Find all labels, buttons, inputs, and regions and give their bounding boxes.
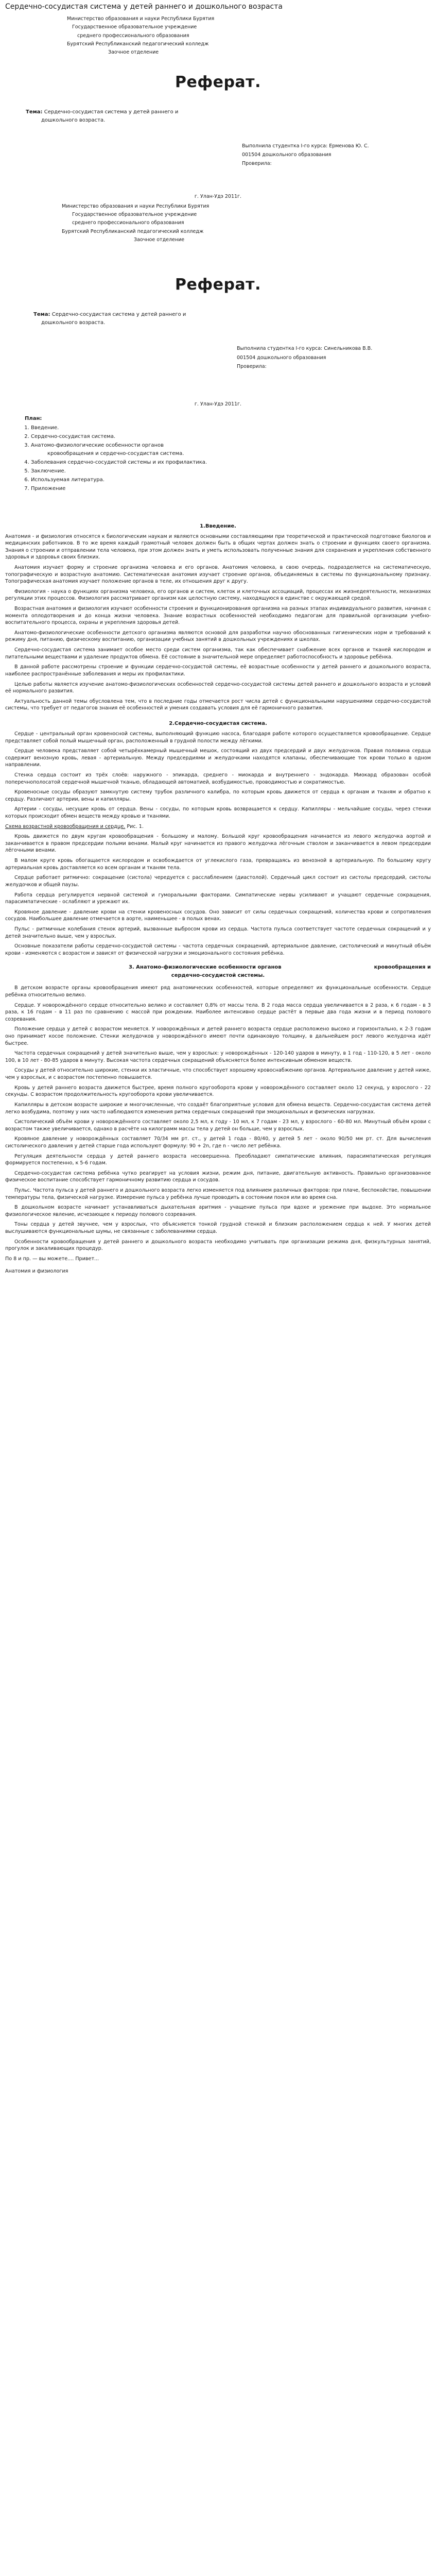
paragraph: Возрастная анатомия и физиология изучают особенности строения и функционирования организма на разных этапах индивидуального развития, начиная с момента оплодотворения и до конца жизни человека. Знание возрастных особенностей необходимо педагогам для правильной организации учебно-воспитательного процесса, охраны и укрепления здоровья детей.: [5, 606, 431, 626]
ministry-block: [5, 15, 431, 56]
paragraph: Сердце работает ритмично: сокращение (систола) чередуется с расслаблением (диастолой). Сердечный цикл состоит из систолы предсердий, систолы желудочков и общей паузы.: [5, 875, 431, 888]
paragraph: Анатомия - и физиология относятся к биологическим наукам и являются основными составляющими при теоретической и практической подготовке биологов и медицинских работников. В то же время каждый грамотный человек должен быть в общих чертах должен знать о строении и функциях своего организма. Знания о строении и отправлении тела человека, при этом должен знать и уметь использовать полученные знания для сохранения и укрепления собственного здоровья и здоровья своих близких.: [5, 533, 431, 561]
page-title: Сердечно-сосудистая система у детей раннего и дошкольного возраста: [5, 3, 283, 11]
paragraph: В дошкольном возрасте начинает устанавливаться дыхательная аритмия - учащение пульса при вдохе и урежение при выдохе. Это нормальное физиологическое явление, исчезающее к периоду полового созревания.: [5, 1205, 431, 1217]
section-cardiovascular: [5, 720, 431, 957]
paragraph: Пульс. Частота пульса у детей раннего и дошкольного возраста легко изменяется под влиянием различных факторов: при плаче, беспокойстве, повышении температуры тела, физической нагрузке. Измерение пульса у ребёнка лучше проводить в состоянии покоя или во время сна.: [5, 1188, 431, 1200]
topic-line: [26, 109, 431, 116]
paragraph: Сердечно-сосудистая система ребёнка чутко реагирует на условия жизни, режим дня, питание, двигательную активность. Правильно организованное физическое воспитание способствует гармоничному развитию сердца и сосудов.: [5, 1170, 431, 1183]
section-title-continued: сердечно-сосудистой системы.: [171, 973, 265, 979]
plan-item: 1. Введение.: [31, 425, 431, 432]
ministry-line: среднего профессионального образования: [72, 220, 184, 226]
paragraph: Пульс - ритмичные колебания стенок артерий, вызванные выбросом крови из сердца. Частота пульса соответствует частоте сердечных сокращений и у детей значительно выше, чем у взрослых.: [5, 926, 431, 939]
section-title: 2.Сердечно-сосудистая система.: [169, 720, 267, 726]
paragraph: Артерии - сосуды, несущие кровь от сердца. Вены - сосуды, по которым кровь возвращается к сердцу. Капилляры - мельчайшие сосуды, через стенки которых происходит обмен веществ между кровью и тканями.: [5, 806, 431, 820]
city-year: г. Улан-Удэ 2011г.: [194, 401, 242, 408]
plan-list: [10, 425, 431, 493]
ministry-block-repeat: [5, 203, 431, 243]
author-line: 001504 дошкольного образования: [237, 354, 326, 361]
paragraph: Регуляция деятельности сердца у детей раннего возраста несовершенна. Преобладают симпатические влияния, парасимпатическая регуляция формируется постепенно, к 5-6 годам.: [5, 1153, 431, 1166]
topic-line: [33, 311, 431, 318]
section-title: 3. Анатомо-физиологические особенности органов кровообращения и: [128, 964, 431, 971]
author-line: Проверила:: [242, 161, 272, 167]
ministry-line: Государственное образовательное учреждение: [72, 24, 197, 30]
topic-label: Тема:: [26, 109, 43, 115]
paragraph: Кровеносные сосуды образуют замкнутую систему трубок различного калибра, по которым кровь движется от сердца к органам и тканям и обратно к сердцу. Различают артерии, вены и капилляры.: [5, 789, 431, 802]
section-anatomy-physiology: [5, 964, 431, 1262]
paragraph: Целью работы является изучение анатомо-физиологических особенностей сердечно-сосудистой системы детей раннего и дошкольного возраста и условий её нормального развития.: [5, 681, 431, 694]
author-line: 001504 дошкольного образования: [242, 151, 332, 158]
paragraph: По 8 и пр. — вы можете.... Привет...: [5, 1256, 99, 1262]
paragraph: В малом круге кровь обогащается кислородом и освобождается от углекислого газа, превращаясь из венозной в артериальную. По большому кругу артериальная кровь доставляется ко всем органам и тканям тела.: [5, 858, 431, 871]
referat-heading: Реферат.: [175, 276, 261, 294]
referat-heading: Реферат.: [175, 73, 261, 91]
author-line: Выполнила студентка I-го курса: Ерменова Ю. С.: [242, 143, 369, 149]
plan-title: План:: [25, 415, 42, 421]
ministry-line: Министерство образования и науки Республики Бурятия: [67, 16, 215, 22]
topic-text-continued: дошкольного возраста.: [41, 117, 106, 123]
paragraph: Кровяное давление - давление крови на стенки кровеносных сосудов. Оно зависит от силы сердечных сокращений, количества крови и сопротивления сосудов. Наибольшее давление отмечается в аорте, наименьшее - в полых венах.: [5, 909, 431, 922]
plan-item: 6. Используемая литература.: [31, 477, 431, 484]
paragraph: Кровь движется по двум кругам кровообращения - большому и малому. Большой круг кровообращения начинается из левого желудочка аортой и заканчивается в правом предсердии полыми венами. Малый круг начинается из правого желудочка лёгочным стволом и заканчивается в левом предсердии лёгочными венами.: [5, 834, 431, 854]
ministry-line: Бурятский Республиканский педагогический колледж: [62, 228, 204, 234]
plan-item: 5. Заключение.: [31, 468, 431, 475]
cover-page-2: [5, 274, 431, 408]
paragraph: Кровь у детей раннего возраста движется быстрее, время полного кругооборота крови у новорождённого составляет около 12 секунд, у взрослого - 22 секунды. С возрастом продолжительность кругооборота крови увеличивается.: [5, 1084, 431, 1098]
ministry-line: Министерство образования и науки Республики Бурятия: [62, 203, 210, 209]
ministry-line: Заочное отделение: [134, 237, 185, 243]
paragraph: Сердце. У новорождённого сердце относительно велико и составляет 0,8% от массы тела. В 2 года масса сердца увеличивается в 2 раза, к 6 годам - в 3 раза, к 16 годам - в 11 раз по сравнению с массой при рождении. Наиболее интенсивно сердце растёт в первые два года жизни и в период полового созревания.: [5, 1002, 431, 1022]
paragraph: В детском возрасте органы кровообращения имеют ряд анатомических особенностей, которые определяют их функциональные особенности. Сердце ребёнка относительно велико.: [5, 985, 431, 998]
plan-item: 3. Анатомо-физиологические особенности органов кровообращения и сердечно-сосудистая система.: [31, 442, 431, 457]
paragraph: Анатомия изучает форму и строение организма человека и его органов. Анатомия человека, в свою очередь, подразделяется на систематическую, топографическую и возрастную анатомию. Систематическая анатомия изучает строение органов, объединяемых в системы по функциональному признаку. Топографическая анатомия изучает положение органов в теле, их отношения друг к другу.: [5, 564, 431, 585]
plan-item-continued: кровообращения и сердечно-сосудистая система.: [47, 450, 184, 456]
ministry-line: Государственное образовательное учреждение: [72, 212, 197, 218]
plan-item: 7. Приложение: [31, 485, 431, 493]
topic-label: Тема:: [33, 312, 50, 318]
paragraph: Анатомо-физиологические особенности детского организма являются основой для разработки научно обоснованных гигиенических норм и требований к режиму дня, питанию, физическому воспитанию, организации учебных занятий в дошкольных учреждениях и школах.: [5, 630, 431, 643]
ministry-line: Бурятский Республиканский педагогический колледж: [67, 41, 209, 47]
section-title: 1.Введение.: [200, 523, 236, 529]
paragraph: Сосуды у детей относительно широкие, стенки их эластичные, что способствует хорошему кровоснабжению органов. Артериальное давление у детей ниже, чем у взрослых, и с возрастом постепенно повышается.: [5, 1067, 431, 1081]
ministry-line: среднего профессионального образования: [77, 32, 189, 39]
topic-text: Сердечно-сосудистая система у детей раннего и: [44, 109, 179, 115]
figure-label: Рис. 1.: [125, 823, 144, 829]
topic-text: Сердечно-сосудистая система у детей раннего и: [51, 312, 186, 318]
paragraph: Работа сердца регулируется нервной системой и гуморальными факторами. Симпатические нервы усиливают и учащают сердечные сокращения, парасимпатические - ослабляют и урежают их.: [5, 892, 431, 905]
plan-section: [10, 415, 431, 493]
paragraph: Сердце - центральный орган кровеносной системы, выполняющий функцию насоса, благодаря работе которого осуществляется кровообращение. Сердце представляет собой полый мышечный орган, расположенный в грудной полости между лёгкими.: [5, 731, 431, 744]
paragraph: Частота сердечных сокращений у детей значительно выше, чем у взрослых: у новорождённых - 120-140 ударов в минуту, в 1 год - 110-120, в 5 лет - около 100, в 10 лет - 80-85 ударов в минуту. Высокая частота сердечных сокращений объясняется более интенсивным обменом веществ.: [5, 1050, 431, 1063]
paragraph: Стенка сердца состоит из трёх слоёв: наружного - эпикарда, среднего - миокарда и внутреннего - эндокарда. Миокард образован особой поперечнополосатой сердечной мышечной тканью, обладающей автоматией, возбудимостью, проводимостью и сократимостью.: [5, 772, 431, 785]
paragraph: Положение сердца у детей с возрастом меняется. У новорождённых и детей раннего возраста сердце расположено высоко и горизонтально, к 2-3 годам оно принимает косое положение. Стенки желудочков у новорождённого имеют почти одинаковую толщину, в дальнейшем рост левого желудочка идёт быстрее.: [5, 1026, 431, 1046]
paragraph: Особенности кровообращения у детей раннего и дошкольного возраста необходимо учитывать при организации режима дня, физкультурных занятий, прогулок и закаливающих процедур.: [5, 1239, 431, 1252]
paragraph: Систолический объём крови у новорождённого составляет около 2,5 мл, к году - 10 мл, к 7 годам - 23 мл, у взрослого - 60-80 мл. Минутный объём крови с возрастом также увеличивается, однако в расчёте на килограмм массы тела у детей он больше, чем у взрослых.: [5, 1119, 431, 1132]
paragraph: Капилляры в детском возрасте широкие и многочисленные, что создаёт благоприятные условия для обмена веществ. Сердечно-сосудистая система детей легко возбудима, поэтому у них часто наблюдаются изменения ритма сердечных сокращений при эмоциональных и физических нагрузках.: [5, 1101, 431, 1115]
author-line: Проверила:: [237, 363, 267, 369]
footer-text: Анатомия и физиология: [5, 1268, 68, 1274]
paragraph: Тоны сердца у детей звучнее, чем у взрослых, что объясняется тонкой грудной стенкой и близким расположением сердца к ней. У многих детей выслушиваются функциональные шумы, не связанные с заболеваниями сердца.: [5, 1222, 431, 1235]
section-introduction: [5, 523, 431, 712]
plan-item: 4. Заболевания сердечно-сосудистой системы и их профилактика.: [31, 459, 431, 466]
paragraph: Актуальность данной темы обусловлена тем, что в последние годы отмечается рост числа детей с функциональными нарушениями сердечно-сосудистой системы, что требует от педагогов знания её особенностей и умения создавать условия для её гармоничного развития.: [5, 698, 431, 711]
topic-text-continued: дошкольного возраста.: [41, 320, 106, 326]
paragraph: Сердечно-сосудистая система занимает особое место среди систем организма, так как обеспечивает снабжение всех органов и тканей кислородом и питательными веществами и удаление продуктов обмена. Её состояние в значительной мере определяет работоспособность и здоровье ребёнка.: [5, 647, 431, 660]
paragraph: Кровяное давление у новорождённых составляет 70/34 мм рт. ст., у детей 1 года - 80/40, у детей 5 лет - около 90/50 мм рт. ст. Для вычисления систолического давления у детей старше года используют формулу: 90 + 2n, где n - число лет ребёнка.: [5, 1136, 431, 1149]
paragraph: В данной работе рассмотрены строение и функции сердечно-сосудистой системы, её возрастные особенности у детей раннего и дошкольного возраста, наиболее распространённые заболевания и меры их профилактики.: [5, 664, 431, 677]
author-line: Выполнила студентка I-го курса: Синельникова В.В.: [237, 346, 373, 352]
paragraph: Основные показатели работы сердечно-сосудистой системы - частота сердечных сокращений, артериальное давление, систолический и минутный объём крови - изменяются с возрастом и зависят от физической нагрузки и эмоционального состояния ребёнка.: [5, 943, 431, 956]
figure-link[interactable]: Схема возрастной кровообращения и сердце.: [5, 823, 126, 829]
city-year: г. Улан-Удэ 2011г.: [194, 193, 242, 199]
figure-reference: [5, 823, 431, 831]
paragraph: Физиология - наука о функциях организма человека, его органов и систем, клеток и клеточных ассоциаций, процессах их жизнедеятельности, механизмах регуляции этих процессов. Физиология рассматривает организм как целостную систему, находящуюся в единстве с окружающей средой.: [5, 588, 431, 602]
ministry-line: Заочное отделение: [108, 49, 159, 56]
plan-item: 2. Сердечно-сосудистая система.: [31, 433, 431, 440]
paragraph: Сердце человека представляет собой четырёхкамерный мышечный мешок, состоящий из двух предсердий и двух желудочков. Правая половина сердца содержит венозную кровь, левая - артериальную. Между предсердиями и желудочками находятся клапаны, обеспечивающие ток крови только в одном направлении.: [5, 748, 431, 768]
cover-page-1: [5, 15, 431, 243]
